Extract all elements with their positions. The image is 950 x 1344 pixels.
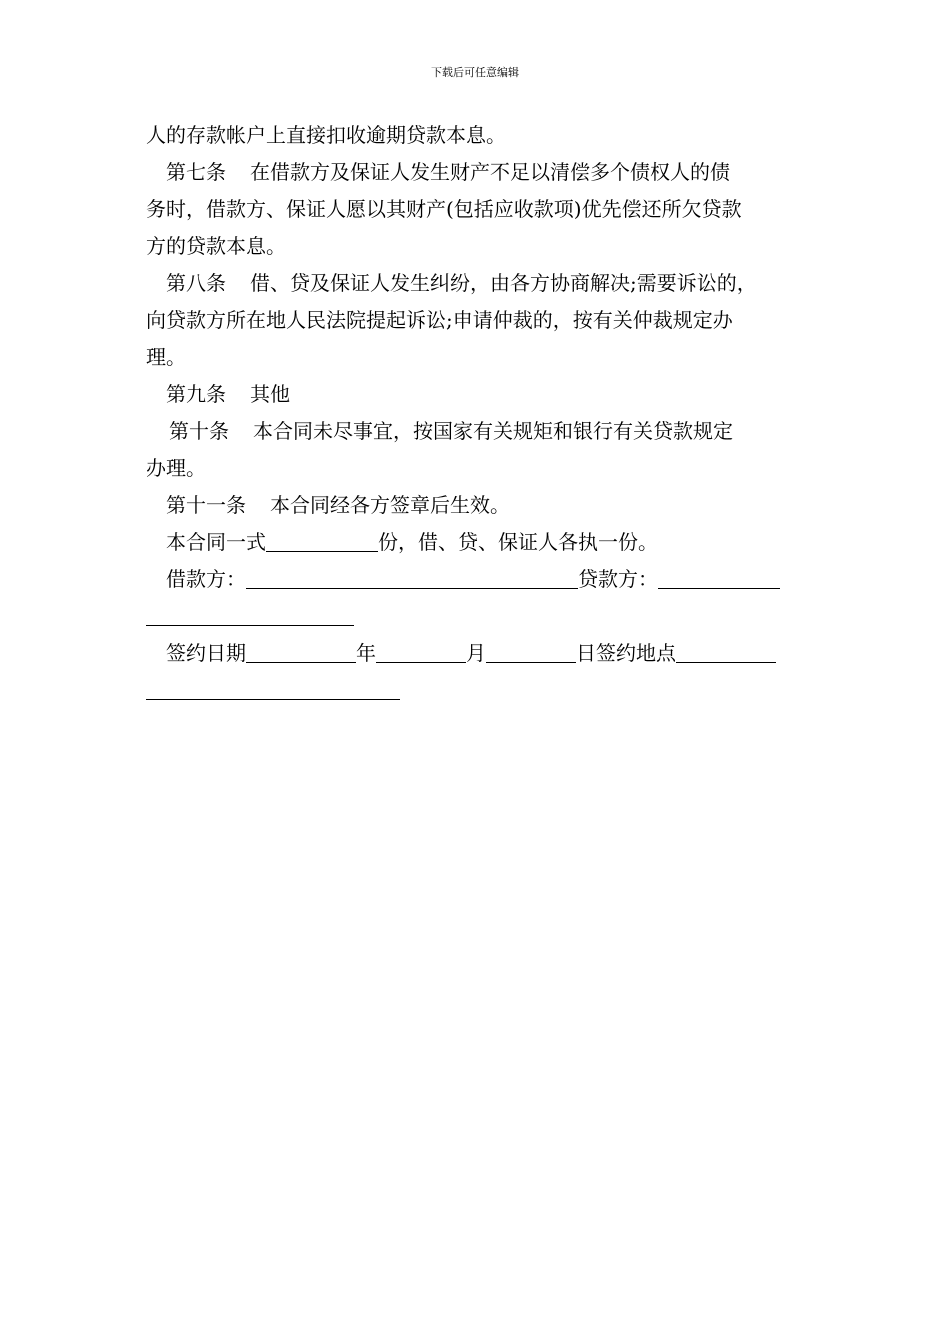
- month-label: 月: [466, 641, 486, 665]
- day-place-label: 日签约地点: [576, 641, 676, 665]
- parties-line: [146, 561, 826, 598]
- article-7-line-2: 务时，借款方、保证人愿以其财产(包括应收款项)优先偿还所欠贷款: [146, 197, 742, 221]
- signing-line: [146, 635, 826, 672]
- article-8-text: 借、贷及保证人发生纠纷，由各方协商解决;需要诉讼的，: [250, 271, 757, 295]
- borrower-blank[interactable]: [246, 564, 578, 589]
- article-10-label: 第十条: [169, 419, 229, 443]
- year-label: 年: [356, 641, 376, 665]
- borrower-label: 借款方：: [166, 567, 246, 591]
- parties-line-continued: [146, 598, 826, 635]
- article-9-text: 其他: [250, 382, 290, 406]
- article-7-line-1: [146, 154, 826, 191]
- copies-blank[interactable]: [266, 527, 378, 552]
- signing-day-blank[interactable]: [486, 638, 576, 663]
- copies-line: [146, 524, 826, 561]
- article-8-line-2: 向贷款方所在地人民法院提起诉讼;申请仲裁的，按有关仲裁规定办: [146, 308, 733, 332]
- article-10-line-2: 办理。: [146, 456, 206, 480]
- page-header: 下载后可任意编辑: [431, 66, 519, 79]
- article-8-line-1: [146, 265, 826, 302]
- copies-prefix: 本合同一式: [166, 530, 266, 554]
- article-11-label: 第十一条: [166, 493, 246, 517]
- article-10-text: 本合同未尽事宜，按国家有关规矩和银行有关贷款规定: [253, 419, 733, 443]
- copies-suffix: 份，借、贷、保证人各执一份。: [378, 530, 658, 554]
- article-11: [146, 487, 826, 524]
- article-10-line-1: [146, 413, 826, 450]
- lender-blank-continued[interactable]: [146, 601, 354, 626]
- signing-year-blank[interactable]: [246, 638, 356, 663]
- paragraph-continuation: 人的存款帐户上直接扣收逾期贷款本息。: [146, 123, 506, 147]
- article-9: [146, 376, 826, 413]
- lender-label: 贷款方：: [578, 567, 658, 591]
- lender-blank[interactable]: [658, 564, 780, 589]
- signing-month-blank[interactable]: [376, 638, 466, 663]
- document-body: [146, 117, 826, 709]
- signing-date-label: 签约日期: [166, 641, 246, 665]
- signing-place-blank-continued[interactable]: [146, 675, 400, 700]
- signing-place-blank[interactable]: [676, 638, 776, 663]
- article-8-line-3: 理。: [146, 345, 186, 369]
- article-7-line-3: 方的贷款本息。: [146, 234, 286, 258]
- article-9-label: 第九条: [166, 382, 226, 406]
- article-11-text: 本合同经各方签章后生效。: [270, 493, 510, 517]
- article-8-label: 第八条: [166, 271, 226, 295]
- article-7-text: 在借款方及保证人发生财产不足以清偿多个债权人的债: [250, 160, 730, 184]
- article-7-label: 第七条: [166, 160, 226, 184]
- signing-line-continued: [146, 672, 826, 709]
